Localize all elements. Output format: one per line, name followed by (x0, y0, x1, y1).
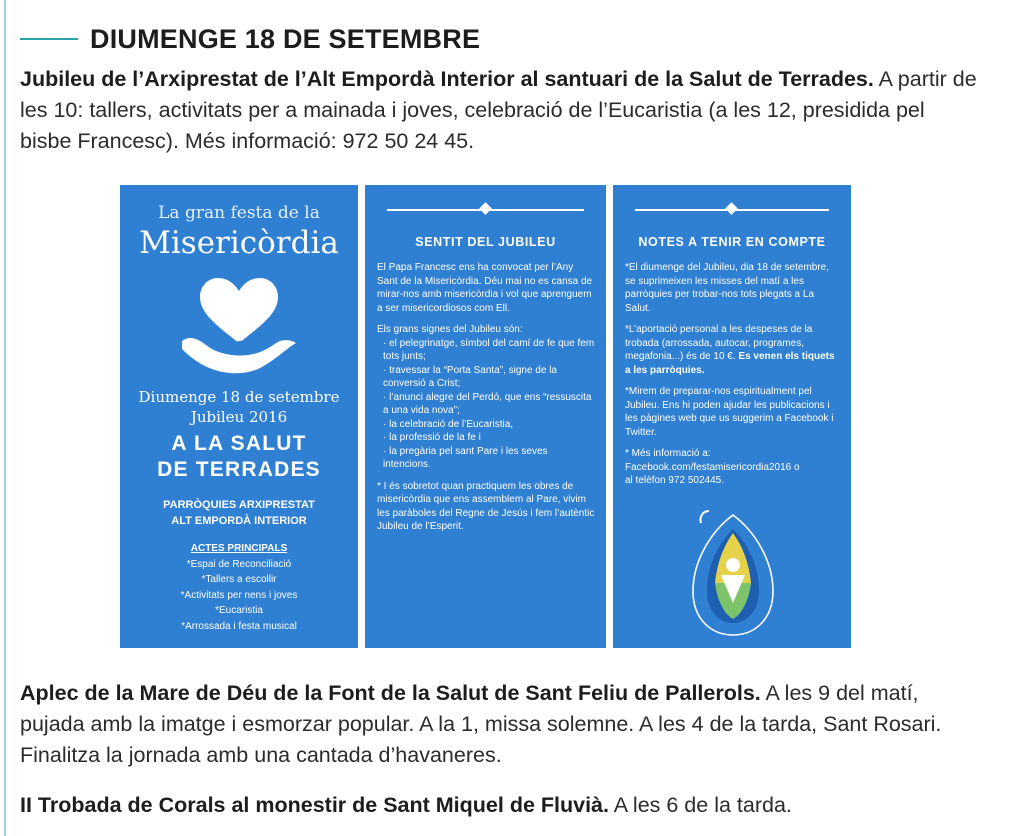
list-item: · el pelegrinatge, símbol del camí de fe que fem tots junts; (383, 337, 596, 364)
poster-panel-notes (613, 185, 851, 648)
phone-number: al telèfon 972 502445. (625, 475, 724, 486)
poster-date-line: Diumenge 18 de setembre (138, 388, 340, 406)
panel-title: NOTES A TENIR EN COMPTE (638, 235, 826, 249)
panel-paragraph: Els grans signes del Jubileu són: (377, 324, 523, 335)
panel-paragraph: El Papa Francesc ens ha convocat per l’Any Sant de la Misericòrdia. Déu mai no es cansa de mirar-nos amb misericòrdia i vol que aprenguem a ser misericordiosos com Ell. (377, 262, 593, 314)
poster-panel-cover (120, 185, 358, 648)
article-jubileu-title: Jubileu de l’Arxiprestat de l’Alt Empordà Interior al santuari de la Salut de Terrades. (20, 67, 874, 91)
article-aplec-title: Aplec de la Mare de Déu de la Font de la Salut de Sant Feliu de Pallerols. (20, 681, 761, 705)
poster-year-line: Jubileu 2016 (190, 408, 288, 426)
diamond-ornament-icon (479, 202, 492, 215)
list-item: *Activitats per nens i joves (180, 589, 298, 601)
list-item: · la pregària pel sant Pare i les seves intencions. (383, 445, 596, 472)
panel-paragraph: *Mirem de preparar-nos espiritualment pel Jubileu. Ens hi poden ajudar les publicacions i les pàgines web que us suggerim a Facebook i Twitter. (625, 386, 834, 438)
diamond-ornament-icon (725, 202, 738, 215)
poster-organizer-line1: PARRÒQUIES ARXIPRESTAT (163, 499, 315, 511)
poster-location (120, 431, 358, 483)
article-jubileu (20, 64, 980, 157)
list-item: · travessar la “Porta Santa”, signe de la conversió a Crist; (383, 364, 596, 391)
panel-title: SENTIT DEL JUBILEU (415, 235, 556, 249)
page-margin-rule (4, 0, 6, 836)
note-price: *L’aportació personal a les despeses de la trobada (arrossada, autocar, programes, megafonia...) és de 10 €. (625, 324, 813, 362)
list-item: · l’anunci alegre del Perdó, que ens “ressuscita a una vida nova”; (383, 391, 596, 418)
facebook-link: Facebook.com/festamisericordia2016 o (625, 461, 800, 473)
poster-acts-list (120, 541, 358, 634)
panel-body (625, 261, 841, 488)
list-item: · la celebració de l’Eucaristia, (383, 418, 596, 432)
jubilee-seal-icon (681, 503, 785, 643)
list-item: *Espai de Reconciliació (186, 558, 292, 570)
panel-paragraph: *El diumenge del Jubileu, dia 18 de setembre, se suprimeixen les misses del matí a les parròquies per trobar-nos tots plegats a La Salut. (625, 262, 830, 314)
heart-hands-icon (176, 269, 302, 379)
poster-subtitle: La gran festa de la (158, 203, 320, 223)
poster-organizer-line2: ALT EMPORDÀ INTERIOR (171, 515, 307, 527)
article-aplec (20, 678, 980, 771)
poster-title: Misericòrdia (139, 225, 339, 261)
list-item: *Eucaristia (215, 605, 263, 616)
article-jubileu-body: A partir de les 10: tallers, activitats per a mainada i joves, celebració de l’Eucaristia (a les 12, presidida pel bisbe Francesc). Més informació: 972 50 24 45. (20, 67, 977, 153)
article-aplec-body: A les 9 del matí, pujada amb la imatge i esmorzar popular. A la 1, missa solemne. A les 4 de la tarda, Sant Rosari. Finalitza la jornada amb una cantada d’havaneres. (20, 681, 942, 767)
header-accent-line (20, 38, 78, 40)
signs-list (377, 337, 596, 472)
date-heading: DIUMENGE 18 DE SETEMBRE (90, 23, 481, 54)
list-item: · la professió de la fe i (383, 431, 596, 445)
poster-panel-sentit (365, 185, 606, 648)
list-item: *Tallers a escollir (201, 574, 277, 585)
article-corals-title: II Trobada de Corals al monestir de Sant Miquel de Fluvià. (20, 793, 609, 817)
panel-body (377, 261, 596, 542)
poster-location-line2: DE TERRADES (157, 458, 321, 481)
poster-acts-title: ACTES PRINCIPALS (190, 543, 288, 554)
poster-location-line1: A LA SALUT (171, 432, 307, 455)
list-item: *Arrossada i festa musical (181, 620, 297, 632)
panel-paragraph (625, 323, 841, 377)
article-corals (20, 790, 980, 821)
panel-paragraph: * I és sobretot quan practiquem les obres de misericòrdia que ens assemblem al Pare, vivim les paràboles del Regne de Jesús i fem l’autèntic Jubileu de l’Esperit. (377, 480, 595, 532)
note-tickets: Es venen els tiquets a les parròquies. (625, 351, 835, 376)
article-corals-body: A les 6 de la tarda. (609, 793, 792, 817)
date-header (20, 22, 480, 56)
poster-organizer (120, 497, 358, 529)
poster-date (120, 387, 358, 427)
panel-paragraph: * Més informació a: (625, 448, 711, 459)
